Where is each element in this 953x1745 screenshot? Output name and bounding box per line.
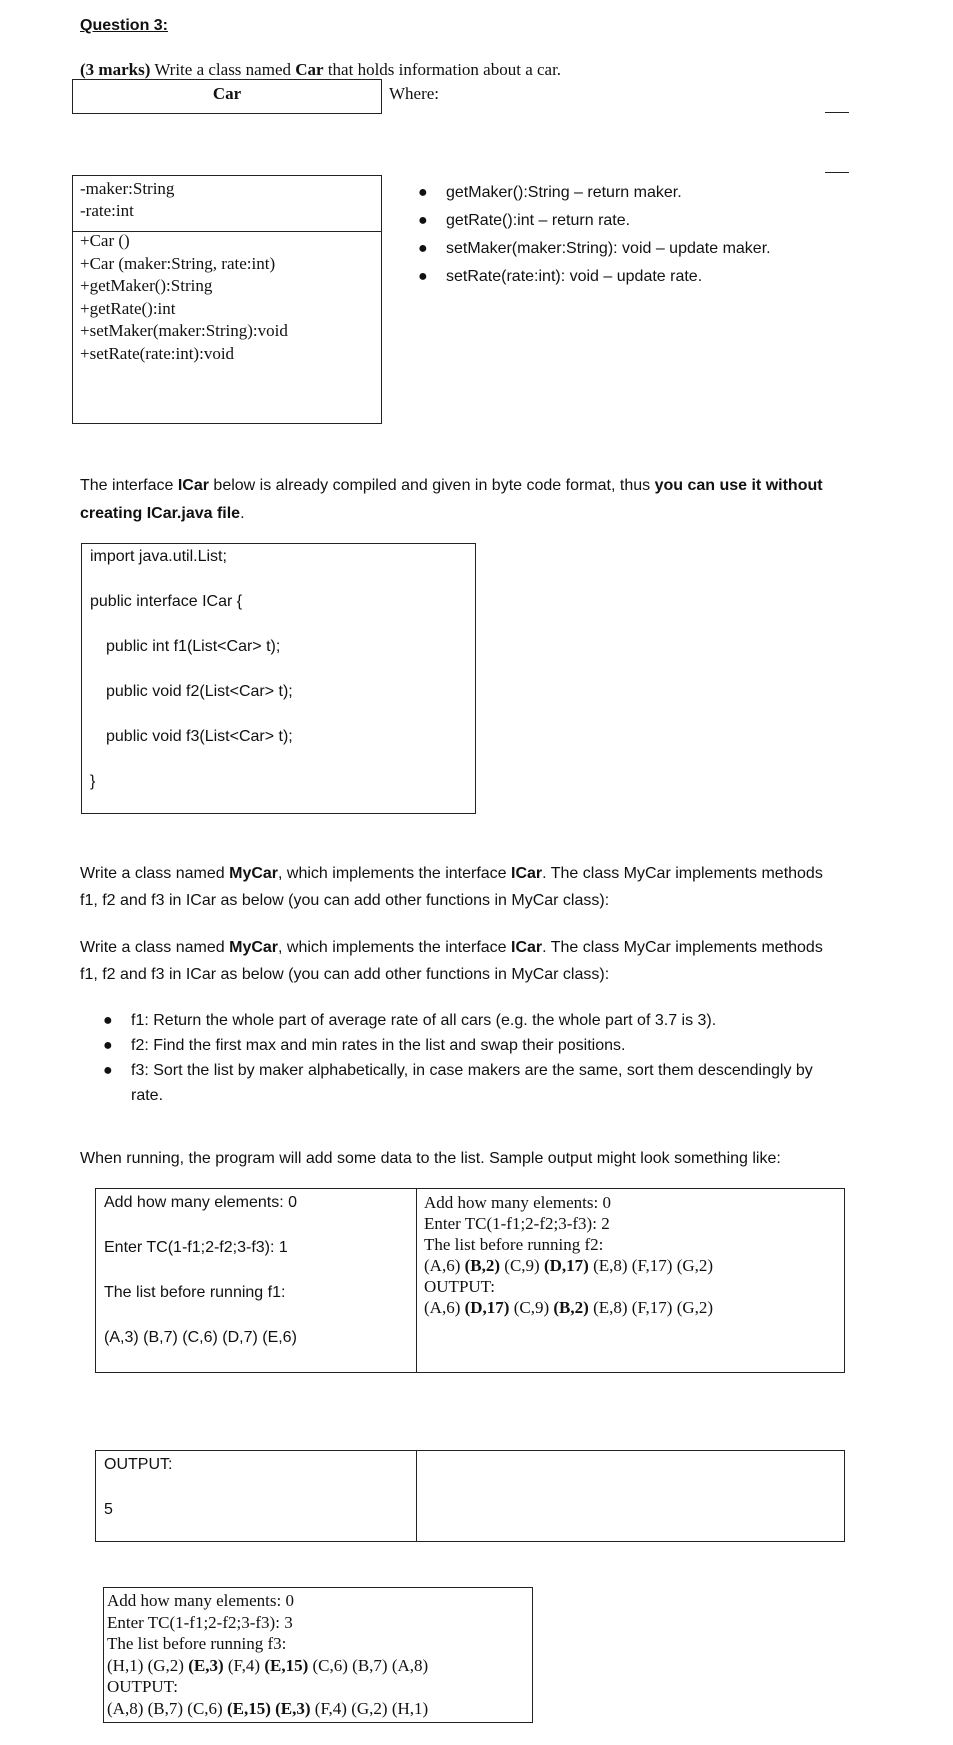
pair-item: (B,7) [352, 1655, 388, 1675]
code-line: public interface ICar { [90, 593, 243, 610]
pair-item: (D,17) [464, 1298, 510, 1317]
pair-item: (G,2) [147, 1655, 184, 1675]
sample-intro: When running, the program will add some data to the list. Sample output might look something like: [80, 1150, 781, 1167]
uml-method: +Car (maker:String, rate:int) [80, 253, 276, 273]
uml-methods [80, 230, 288, 365]
pair-item: (E,15) [226, 1698, 271, 1718]
sample1-line: Add how many elements: 0 [104, 1194, 297, 1211]
sample3-line: Enter TC(1-f1;2-f2;3-f3): 3 [107, 1612, 293, 1632]
pair-item: (F,17) [631, 1256, 673, 1275]
sample2-before-list [424, 1255, 713, 1276]
pair-item: (A,6) [424, 1256, 461, 1275]
intro-text-a: Write a class named [154, 60, 291, 79]
sample3-box [103, 1587, 533, 1723]
question-intro [80, 60, 561, 80]
requirement-f3: ● f3: Sort the list by maker alphabetically, in case makers are the same, sort them descendingly by [103, 1062, 813, 1079]
sample3-before-list [107, 1655, 428, 1677]
table-divider [416, 1189, 417, 1372]
intro-text-b: that holds information about a car. [327, 60, 562, 79]
interface-code-box [81, 543, 476, 814]
pair-item: (F,4) [314, 1698, 347, 1718]
mycar-paragraph: Write a class named MyCar, which implements the interface ICar. The class MyCar implements methods f1, f2 and f3 in ICar as below (you can add other functions in MyCar class): [80, 865, 823, 909]
pair-item: (E,3) [188, 1655, 224, 1675]
sample1-line: The list before running f1: [104, 1284, 286, 1301]
pair-item: (H,1) [107, 1655, 144, 1675]
pair-item: (E,8) [593, 1256, 628, 1275]
pair-item: (G,2) [676, 1256, 714, 1275]
pair-item: (D,17) [543, 1256, 589, 1275]
sample1-line: (A,3) (B,7) (C,6) (D,7) (E,6) [104, 1329, 297, 1346]
method-description-list [418, 179, 771, 291]
requirements-list [103, 1008, 923, 1108]
sample2-cell [424, 1192, 713, 1318]
uml-attribute: -rate:int [80, 201, 134, 220]
uml-method: +setMaker(maker:String):void [80, 321, 288, 340]
margin-mark [825, 172, 849, 173]
interface-name: ICar [177, 477, 209, 494]
pair-item: (A,8) [391, 1655, 429, 1675]
code-line: public void f3(List<Car> t); [106, 728, 293, 745]
where-label: Where: [389, 84, 440, 103]
pair-item: (B,2) [464, 1256, 501, 1275]
pair-item: (C,9) [504, 1256, 540, 1275]
sample3-line: The list before running f3: [107, 1634, 287, 1653]
uml-attributes [80, 178, 174, 222]
sample1-output-value: 5 [104, 1501, 113, 1518]
method-description-item: ● setMaker(maker:String): void – update maker. [418, 240, 771, 257]
code-line: public void f2(List<Car> t); [106, 683, 293, 700]
method-description-item: ● getRate():int – return rate. [418, 212, 631, 229]
interface-paragraph: The interface ICar below is already compiled and given in byte code format, thus you can use it without creating ICar.java file. [80, 477, 823, 522]
uml-attribute: -maker:String [80, 179, 175, 198]
uml-class-body [72, 175, 382, 424]
code-line: } [90, 773, 96, 790]
pair-item: (B,7) [147, 1698, 184, 1718]
mycar-paragraph-repeat: Write a class named MyCar, which implements the interface ICar. The class MyCar implements methods f1, f2 and f3 in ICar as below (you can add other functions in MyCar class): [80, 939, 823, 983]
sample3-after-list [107, 1698, 428, 1720]
sample2-line: Enter TC(1-f1;2-f2;3-f3): 2 [424, 1214, 610, 1233]
sample-table-row-2 [95, 1450, 845, 1542]
sample2-line: The list before running f2: [424, 1235, 604, 1254]
pair-item: (C,9) [513, 1298, 550, 1317]
sample3-cell [107, 1590, 428, 1719]
requirement-f2: ● f2: Find the first max and min rates in the list and swap their positions. [103, 1037, 626, 1054]
sample1-output-label: OUTPUT: [104, 1456, 173, 1473]
uml-method: +getMaker():String [80, 276, 213, 295]
uml-method: +Car () [80, 231, 130, 250]
pair-item: (H,1) [391, 1698, 429, 1718]
sample1-line: Enter TC(1-f1;2-f2;3-f3): 1 [104, 1239, 288, 1256]
margin-mark [825, 112, 849, 113]
method-description-item: ● setRate(rate:int): void – update rate. [418, 268, 703, 285]
sample2-after-list [424, 1297, 713, 1318]
pair-item: (E,8) [593, 1298, 628, 1317]
method-description-item: ● getMaker():String – return maker. [418, 184, 682, 201]
pair-item: (A,6) [424, 1298, 461, 1317]
requirement-f1: ● f1: Return the whole part of average rate of all cars (e.g. the whole part of 3.7 is 3). [103, 1012, 717, 1029]
sample2-line: Add how many elements: 0 [424, 1193, 611, 1212]
sample2-output-label: OUTPUT: [424, 1277, 495, 1296]
uml-method: +setRate(rate:int):void [80, 343, 235, 363]
pair-item: (E,3) [275, 1698, 311, 1718]
pair-item: (B,2) [553, 1298, 589, 1317]
table-divider [416, 1451, 417, 1541]
question-heading: Question 3: [80, 17, 169, 34]
requirement-f3-cont: rate. [131, 1087, 164, 1104]
sample3-output-label: OUTPUT: [107, 1677, 178, 1696]
uml-class-name-box [72, 79, 382, 114]
uml-method: +getRate():int [80, 298, 176, 318]
pair-item: (G,2) [351, 1698, 388, 1718]
uml-class-name: Car [212, 84, 242, 103]
pair-item: (F,17) [631, 1298, 673, 1317]
intro-class-name: Car [295, 60, 324, 79]
code-line: public int f1(List<Car> t); [106, 638, 281, 655]
pair-item: (C,6) [312, 1655, 348, 1675]
pair-item: (E,15) [264, 1655, 309, 1675]
pair-item: (C,6) [187, 1698, 223, 1718]
pair-item: (A,8) [107, 1698, 144, 1718]
pair-item: (G,2) [676, 1298, 714, 1317]
pair-item: (F,4) [227, 1655, 261, 1675]
code-line: import java.util.List; [90, 548, 227, 565]
marks-label: (3 marks) [80, 60, 151, 79]
sample3-line: Add how many elements: 0 [107, 1591, 294, 1610]
